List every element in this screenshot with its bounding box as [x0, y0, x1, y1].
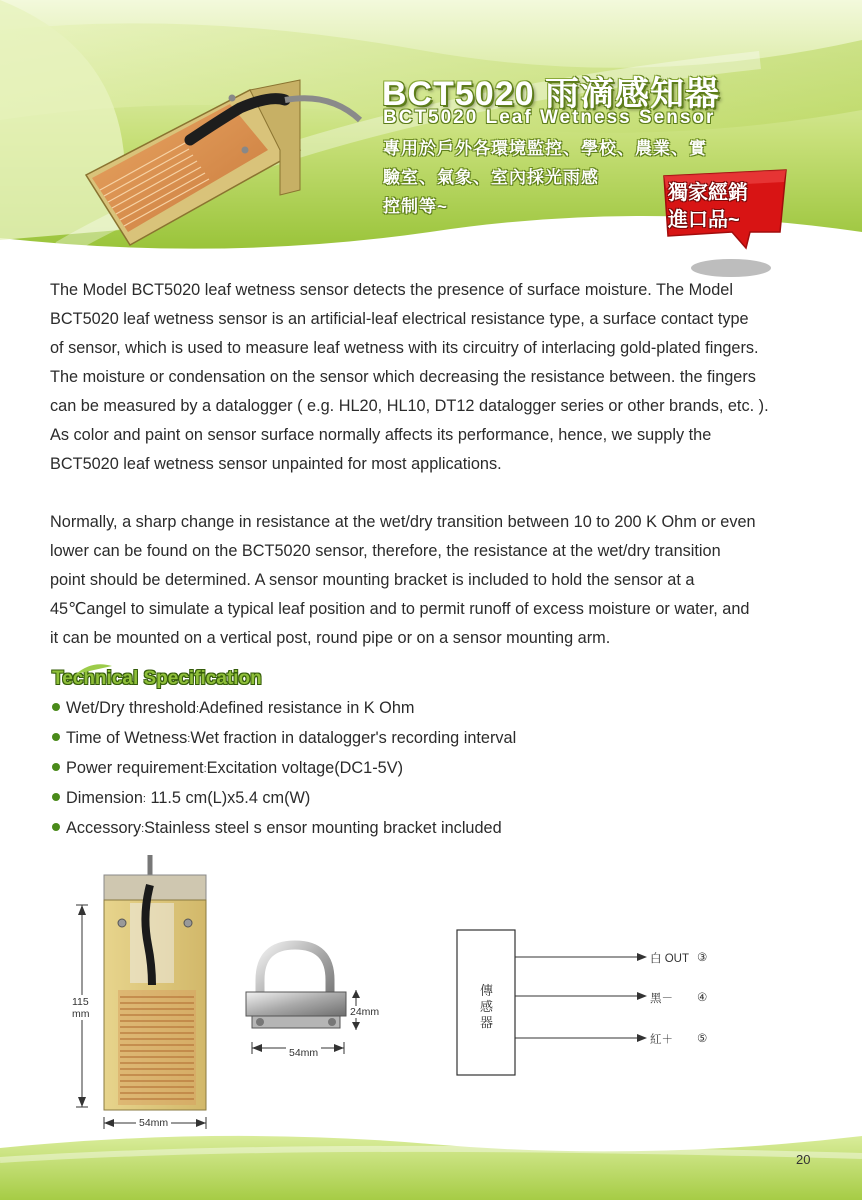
- bracket-width-label: 54mm: [286, 1047, 321, 1059]
- sensor-box-label-1: 傳: [480, 983, 494, 998]
- spec-item: Power requirement:Excitation voltage(DC1-5V): [52, 754, 516, 784]
- leaf-icon: [74, 662, 114, 676]
- header-cn-line-3: 控制等~: [383, 197, 448, 216]
- spec-list: [52, 694, 516, 844]
- output-white-pin: ③: [697, 952, 708, 964]
- badge-shadow: [690, 258, 772, 278]
- badge-line-2: 進口品~: [668, 209, 740, 231]
- header-cn-line-1: 專用於戶外各環境監控、學校、農業、實: [383, 139, 707, 158]
- bullet-icon: [52, 703, 60, 711]
- paragraph-line: Normally, a sharp change in resistance at the wet/dry transition between 10 to 200 K Ohm or even: [50, 513, 756, 531]
- detail-paragraph: [50, 508, 840, 653]
- sensor-box-label-2: 感: [480, 999, 494, 1014]
- sensor-box-label-3: 器: [480, 1015, 494, 1030]
- paragraph-line: 45℃angel to simulate a typical leaf position and to permit runoff of excess moisture or water, and: [50, 600, 750, 618]
- sensor-drawing: [70, 855, 220, 1140]
- paragraph-line: BCT5020 leaf wetness sensor unpainted for most applications.: [50, 455, 502, 473]
- spec-item: Wet/Dry threshold:Adefined resistance in K Ohm: [52, 694, 516, 724]
- spec-item: Time of Wetness:Wet fraction in datalogger's recording interval: [52, 724, 516, 754]
- paragraph-line: As color and paint on sensor surface normally affects its performance, hence, we supply the: [50, 426, 712, 444]
- product-title: BCT5020 雨滴感知器: [382, 75, 720, 113]
- bullet-icon: [52, 733, 60, 741]
- sensor-height-value: 115: [72, 996, 89, 1008]
- output-black-label: 黑－: [650, 993, 673, 1005]
- bullet-icon: [52, 793, 60, 801]
- output-black-pin: ④: [697, 992, 708, 1004]
- sensor-height-unit: mm: [72, 1008, 90, 1020]
- spec-item: Accessory:Stainless steel s ensor mounting bracket included: [52, 814, 516, 844]
- footer-background: [0, 1130, 862, 1200]
- bullet-icon: [52, 763, 60, 771]
- paragraph-line: lower can be found on the BCT5020 sensor, therefore, the resistance at the wet/dry transition: [50, 542, 721, 560]
- paragraph-line: can be measured by a datalogger ( e.g. HL20, HL10, DT12 datalogger series or other brands, etc. ).: [50, 397, 769, 415]
- paragraph-line: The moisture or condensation on the sensor which decreasing the resistance between. the fingers: [50, 368, 756, 386]
- bracket-height-label: 24mm: [350, 1006, 380, 1018]
- paragraph-line: The Model BCT5020 leaf wetness sensor detects the presence of surface moisture. The Model: [50, 281, 733, 299]
- output-red-label: 紅＋: [650, 1034, 673, 1046]
- paragraph-line: point should be determined. A sensor mounting bracket is included to hold the sensor at a: [50, 571, 695, 589]
- product-subtitle: BCT5020 Leaf Wetness Sensor: [383, 107, 716, 128]
- paragraph-line: of sensor, which is used to measure leaf wetness with its circuitry of interlacing gold-plated fingers.: [50, 339, 759, 357]
- page-number: 20: [796, 1152, 811, 1167]
- header-cn-line-2: 驗室、氣象、室內採光雨感: [383, 168, 599, 187]
- sensor-width-label: 54mm: [136, 1117, 171, 1129]
- spec-item: Dimension: 11.5 cm(L)x5.4 cm(W): [52, 784, 516, 814]
- spec-heading: Technical Specification: [52, 668, 262, 689]
- bullet-icon: [52, 823, 60, 831]
- output-white-label: 白 OUT: [650, 953, 689, 965]
- paragraph-line: BCT5020 leaf wetness sensor is an artificial-leaf electrical resistance type, a surface contact type: [50, 310, 749, 328]
- output-red-pin: ⑤: [697, 1033, 708, 1045]
- paragraph-line: it can be mounted on a vertical post, round pipe or on a sensor mounting arm.: [50, 629, 611, 647]
- intro-paragraph: [50, 276, 840, 479]
- badge-line-1: 獨家經銷: [668, 182, 748, 204]
